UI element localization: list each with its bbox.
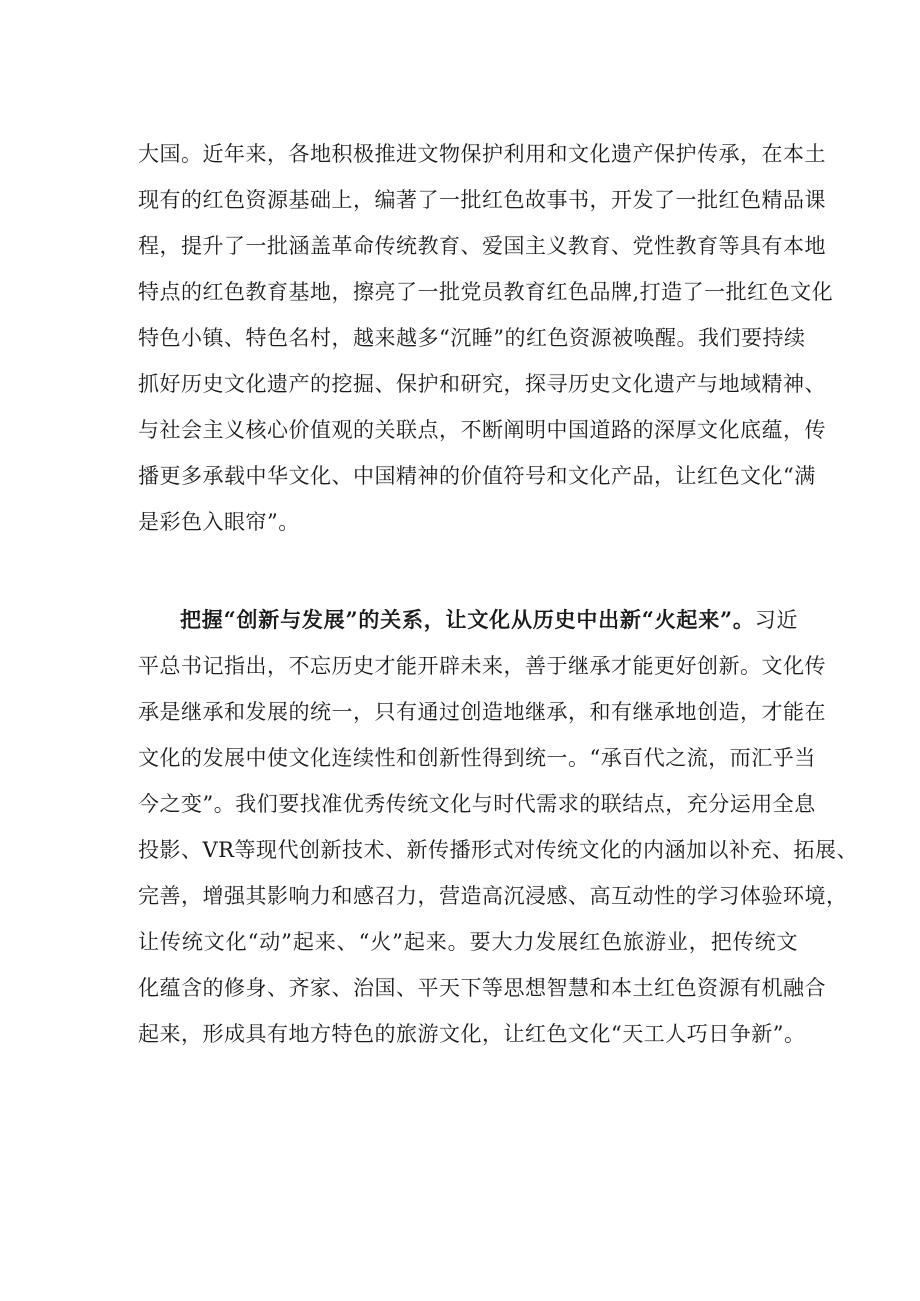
paragraph-2-line-4: 文化的发展中使文化连续性和创新性得到统一。“承百代之流，而汇乎当 <box>138 746 816 770</box>
paragraph-1-line-7: 与社会主义核心价值观的关联点，不断阐明中国道路的深厚文化底蕴，传 <box>138 418 826 442</box>
paragraph-2-line-1 <box>180 600 798 640</box>
paragraph-2-line-7: 完善，增强其影响力和感召力，营造高沉浸感、高互动性的学习体验环境， <box>138 884 848 908</box>
paragraph-1-line-3: 程，提升了一批涵盖革命传统教育、爱国主义教育、党性教育等具有本地 <box>138 234 826 258</box>
paragraph-1-line-6: 抓好历史文化遗产的挖掘、保护和研究，探寻历史文化遗产与地域精神、 <box>138 372 826 396</box>
paragraph-1-line-4: 特点的红色教育基地，擦亮了一批党员教育红色品牌,打造了一批红色文化 <box>138 280 834 304</box>
paragraph-1-line-1: 大国。近年来，各地积极推进文物保护利用和文化遗产保护传承，在本土 <box>138 142 826 166</box>
paragraph-2-line-8: 让传统文化“动”起来、“火”起来。要大力发展红色旅游业，把传统文 <box>138 930 798 954</box>
paragraph-1-line-5: 特色小镇、特色名村，越来越多“沉睡”的红色资源被唤醒。我们要持续 <box>138 326 806 350</box>
paragraph-1-line-9: 是彩色入眼帘”。 <box>138 510 300 534</box>
paragraph-2-lead: 把握“创新与发展”的关系，让文化从历史中出新“火起来”。 <box>180 607 755 632</box>
paragraph-2-line-2: 平总书记指出，不忘历史才能开辟未来，善于继承才能更好创新。文化传 <box>138 654 826 678</box>
paragraph-2-line-9: 化蕴含的修身、齐家、治国、平天下等思想智慧和本土红色资源有机融合 <box>138 976 826 1000</box>
paragraph-2-line-3: 承是继承和发展的统一，只有通过创造地继承，和有继承地创造，才能在 <box>138 700 826 724</box>
paragraph-2-lead-tail: 习近 <box>754 608 798 632</box>
paragraph-2-line-5: 今之变”。我们要找准优秀传统文化与时代需求的联结点，充分运用全息 <box>138 792 816 816</box>
paragraph-2-line-10: 起来，形成具有地方特色的旅游文化，让红色文化“天工人巧日争新”。 <box>138 1022 806 1046</box>
paragraph-1-line-8: 播更多承载中华文化、中国精神的价值符号和文化产品，让红色文化“满 <box>138 464 816 488</box>
paragraph-2-line-6: 投影、VR等现代创新技术、新传播形式对传统文化的内涵加以补充、拓展、 <box>138 838 858 862</box>
paragraph-1-line-2: 现有的红色资源基础上，编著了一批红色故事书，开发了一批红色精品课 <box>138 188 826 212</box>
